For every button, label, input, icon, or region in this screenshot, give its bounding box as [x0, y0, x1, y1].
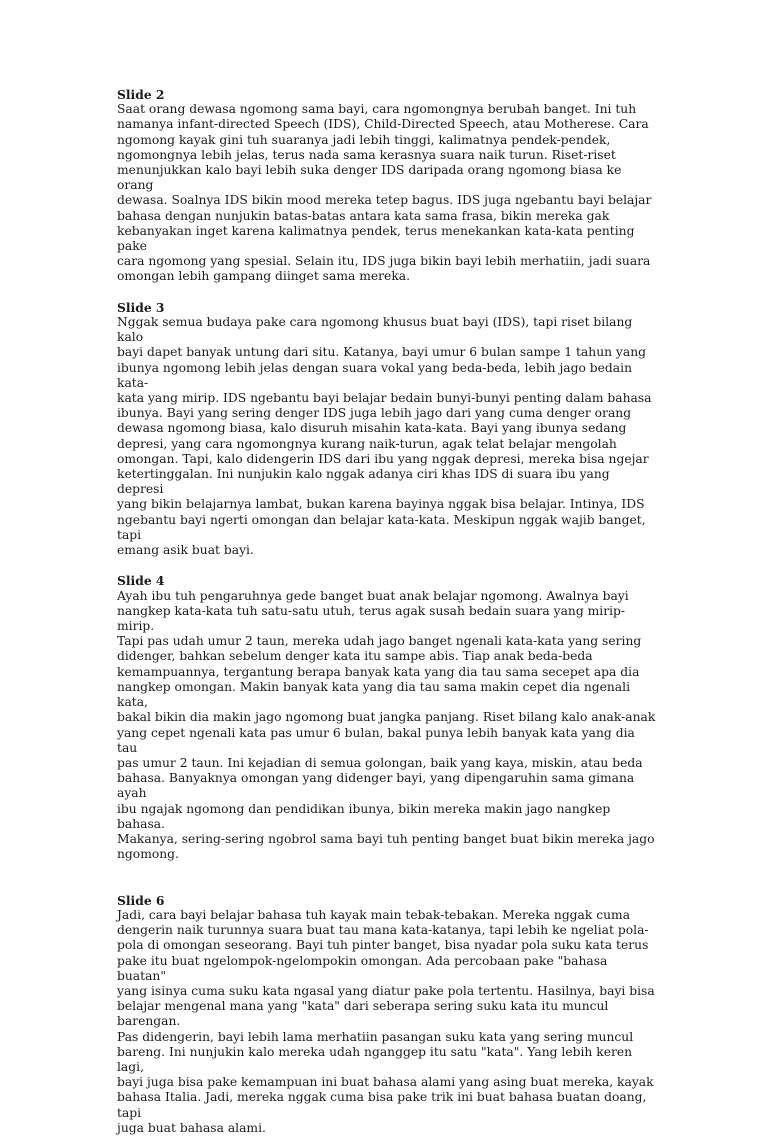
slide-title: Slide 6 [117, 892, 165, 908]
section-slide-6 [117, 893, 657, 1136]
section-slide-4 [117, 573, 657, 862]
document-page [117, 87, 657, 1136]
section-spacer [117, 558, 657, 573]
section-slide-3 [117, 300, 657, 558]
slide-body: Ayah ibu tuh pengaruhnya gede banget buat anak belajar ngomong. Awalnya bayi nangkep kata-kata tuh satu-satu utuh, terus agak susah bedain suara yang mirip-mirip. Tapi pas udah umur 2 taun, mereka udah jago banget ngenali kata-kata yang sering didenger, bahkan sebelum denger kata itu sampe abis. Tiap anak beda-beda kemampuannya, tergantung berapa banyak kata yang dia tau sama secepet apa dia nangkep omongan. Makin banyak kata yang dia tau sama makin cepet dia ngenali kata, bakal bikin dia makin jago ngomong buat jangka panjang. Riset bilang kalo anak-anak yang cepet ngenali kata pas umur 6 bulan, bakal punya lebih banyak kata yang dia tau pas umur 2 taun. Ini kejadian di semua golongan, baik yang kaya, miskin, atau beda bahasa. Banyaknya omongan yang didenger bayi, yang dipengaruhin sama gimana ayah ibu ngajak ngomong dan pendidikan ibunya, bikin mereka makin jago nangkep bahasa. Makanya, sering-sering ngobrol sama bayi tuh penting banget buat bikin mereka jago ngomong. [117, 588, 656, 862]
section-slide-2 [117, 87, 657, 285]
slide-body: Saat orang dewasa ngomong sama bayi, cara ngomongnya berubah banget. Ini tuh namanya infant-directed Speech (IDS), Child-Directed Speech, atau Motherese. Cara ngomong kayak gini tuh suaranya jadi lebih tinggi, kalimatnya pendek-pendek, ngomongnya lebih jelas, terus nada sama kerasnya suara naik turun. Riset-riset menunjukkan kalo bayi lebih suka denger IDS daripada orang ngomong biasa ke orang dewasa. Soalnya IDS bikin mood mereka tetep bagus. IDS juga ngebantu bayi belajar bahasa dengan nunjukin batas-batas antara kata sama frasa, bikin mereka gak kebanyakan inget karena kalimatnya pendek, terus menekankan kata-kata penting pake cara ngomong yang spesial. Selain itu, IDS juga bikin bayi lebih merhatiin, jadi suara omongan lebih gampang diinget sama mereka. [117, 102, 652, 284]
slide-body: Jadi, cara bayi belajar bahasa tuh kayak main tebak-tebakan. Mereka nggak cuma dengerin naik turunnya suara buat tau mana kata-katanya, tapi lebih ke ngeliat pola- pola di omongan seseorang. Bayi tuh pinter banget, bisa nyadar pola suku kata terus pake itu buat ngelompok-ngelompokin omongan. Ada percobaan pake "bahasa buatan" yang isinya cuma suku kata ngasal yang diatur pake pola tertentu. Hasilnya, bayi bisa belajar mengenal mana yang "kata" dari seberapa sering suku kata itu muncul barengan. Pas didengerin, bayi lebih lama merhatiin pasangan suku kata yang sering muncul bareng. Ini nunjukin kalo mereka udah nganggep itu satu "kata". Yang lebih keren lagi, bayi juga bisa pake kemampuan ini buat bahasa alami yang asing buat mereka, kayak bahasa Italia. Jadi, mereka nggak cuma bisa pake trik ini buat bahasa buatan doang, tapi juga buat bahasa alami. [117, 907, 655, 1135]
slide-title: Slide 3 [117, 299, 165, 315]
section-spacer [117, 285, 657, 300]
slide-title: Slide 2 [117, 87, 165, 102]
slide-body: Nggak semua budaya pake cara ngomong khusus buat bayi (IDS), tapi riset bilang kalo bayi dapet banyak untung dari situ. Katanya, bayi umur 6 bulan sampe 1 tahun yang ibunya ngomong lebih jelas dengan suara vokal yang beda-beda, lebih jago bedain kata- kata yang mirip. IDS ngebantu bayi belajar bedain bunyi-bunyi penting dalam bahasa ibunya. Bayi yang sering denger IDS juga lebih jago dari yang cuma denger orang dewasa ngomong biasa, kalo disuruh misahin kata-kata. Bayi yang ibunya sedang depresi, yang cara ngomongnya kurang naik-turun, agak telat belajar mengolah omongan. Tapi, kalo didengerin IDS dari ibu yang nggak depresi, mereka bisa ngejar ketertinggalan. Ini nunjukin kalo nggak adanya ciri khas IDS di suara ibu yang depresi yang bikin belajarnya lambat, bukan karena bayinya nggak bisa belajar. Intinya, IDS ngebantu bayi ngerti omongan dan belajar kata-kata. Meskipun nggak wajib banget, tapi emang asik buat bayi. [117, 315, 652, 558]
slide-title: Slide 4 [117, 573, 165, 589]
section-spacer [117, 862, 657, 892]
